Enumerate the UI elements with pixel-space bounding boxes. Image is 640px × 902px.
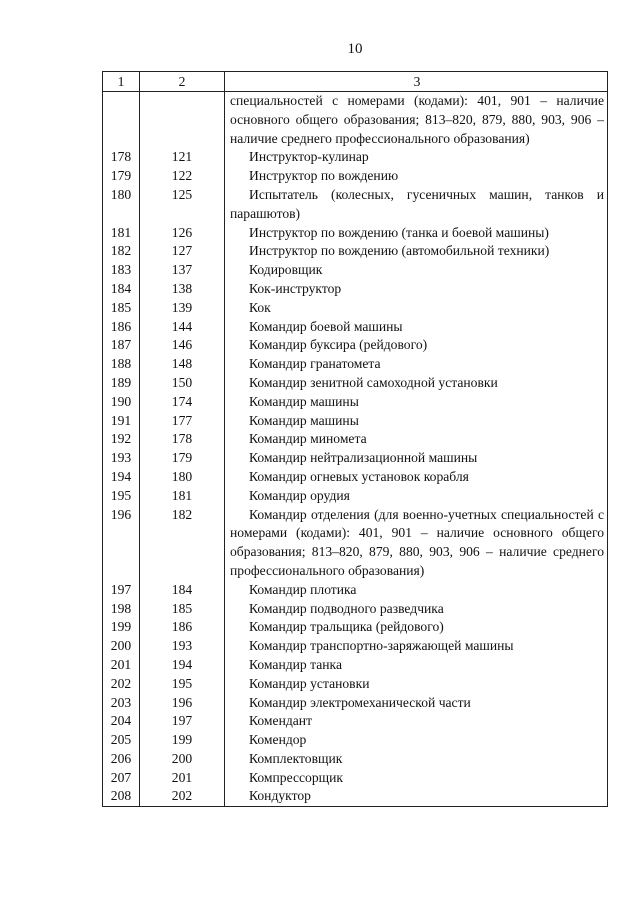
row-number: 181 [103,224,140,243]
table-row [103,694,608,713]
row-number: 190 [103,393,140,412]
row-cell-title [225,92,608,149]
row-cell-title [225,750,608,769]
row-code: 186 [140,618,225,637]
row-number: 179 [103,167,140,186]
row-number: 189 [103,374,140,393]
row-title: Командир машины [249,393,359,409]
row-title: Командир машины [249,412,359,428]
row-title: Командир электромеханической части [249,694,471,710]
row-number: 201 [103,656,140,675]
row-number: 180 [103,186,140,224]
row-number [103,92,140,149]
row-code: 177 [140,412,225,431]
row-number: 187 [103,336,140,355]
row-title: Комендант [249,713,313,729]
row-cell-title [225,468,608,487]
row-title: Испытатель (колесных, гусеничных машин, танков и парашютов) [230,186,604,221]
table-row [103,374,608,393]
row-cell-title [225,618,608,637]
table-row [103,412,608,431]
table-row [103,430,608,449]
row-number: 192 [103,430,140,449]
row-number: 182 [103,242,140,261]
row-title: Командир отделения (для военно-учетных специальностей с номерами (кодами): 401, 901 – наличие основного общего образования; 813–820, 879, 880, 903, 906 – наличие среднего профессионального образования) [230,506,604,578]
positions-table [102,71,608,807]
row-cell-title [225,430,608,449]
row-code: 184 [140,581,225,600]
row-title: Командир зенитной самоходной установки [249,374,498,390]
row-number: 191 [103,412,140,431]
row-cell-title [225,186,608,224]
row-title: Командир танка [249,656,342,672]
row-title: Командир боевой машины [249,318,403,334]
row-cell-title [225,261,608,280]
row-title: Комендор [249,732,307,748]
row-number: 188 [103,355,140,374]
table-row [103,167,608,186]
row-code: 195 [140,675,225,694]
table-row [103,318,608,337]
row-cell-title [225,581,608,600]
table-row [103,393,608,412]
row-title: Командир буксира (рейдового) [249,337,428,353]
row-title: Командир миномета [249,431,367,447]
row-cell-title [225,148,608,167]
row-number: 194 [103,468,140,487]
row-title: Командир плотика [249,581,357,597]
row-code: 178 [140,430,225,449]
row-number: 183 [103,261,140,280]
row-number: 207 [103,769,140,788]
row-code [140,92,225,149]
row-code: 174 [140,393,225,412]
row-code: 144 [140,318,225,337]
row-cell-title [225,299,608,318]
row-code: 185 [140,600,225,619]
row-cell-title [225,167,608,186]
row-cell-title [225,600,608,619]
row-number: 199 [103,618,140,637]
row-title: Командир гранатомета [249,356,381,372]
row-number: 208 [103,787,140,806]
row-number: 186 [103,318,140,337]
row-cell-title [225,694,608,713]
row-code: 200 [140,750,225,769]
table-row [103,581,608,600]
row-cell-title [225,731,608,750]
table-row [103,468,608,487]
table-row [103,449,608,468]
row-code: 139 [140,299,225,318]
table-row [103,186,608,224]
row-number: 206 [103,750,140,769]
row-code: 197 [140,712,225,731]
row-number: 197 [103,581,140,600]
row-number: 203 [103,694,140,713]
row-title: Командир тральщика (рейдового) [249,619,444,635]
row-code: 137 [140,261,225,280]
row-code: 150 [140,374,225,393]
table-row [103,487,608,506]
row-title: Командир орудия [249,487,350,503]
row-code: 179 [140,449,225,468]
header-col-3: 3 [225,72,608,92]
table-row [103,637,608,656]
row-code: 193 [140,637,225,656]
row-code: 127 [140,242,225,261]
row-cell-title [225,242,608,261]
row-number: 196 [103,506,140,581]
table-row [103,712,608,731]
row-cell-title [225,224,608,243]
table-row [103,618,608,637]
table-row [103,506,608,581]
row-cell-title [225,712,608,731]
row-cell-title [225,449,608,468]
row-title: Компрессорщик [249,769,343,785]
row-title: Инструктор-кулинар [249,149,369,165]
row-title: Командир установки [249,675,370,691]
table-row [103,242,608,261]
table-row [103,656,608,675]
row-code: 148 [140,355,225,374]
row-code: 202 [140,787,225,806]
row-title: специальностей с номерами (кодами): 401, 901 – наличие основного общего образования; 813–820, 879, 880, 903, 906 – наличие среднего профессионального образования) [230,93,604,146]
table-row [103,261,608,280]
table-row [103,224,608,243]
row-title: Командир подводного разведчика [249,600,444,616]
row-title: Командир транспортно-заряжающей машины [249,638,514,654]
row-code: 125 [140,186,225,224]
row-cell-title [225,769,608,788]
row-title: Командир огневых установок корабля [249,468,469,484]
row-title: Кок-инструктор [249,280,342,296]
table-row [103,750,608,769]
row-title: Инструктор по вождению (автомобильной техники) [249,243,550,259]
row-code: 199 [140,731,225,750]
row-cell-title [225,280,608,299]
row-title: Инструктор по вождению (танка и боевой машины) [249,224,549,240]
row-cell-title [225,487,608,506]
table-row [103,299,608,318]
row-cell-title [225,374,608,393]
table-row [103,280,608,299]
row-cell-title [225,506,608,581]
row-number: 184 [103,280,140,299]
row-cell-title [225,412,608,431]
header-col-2: 2 [140,72,225,92]
row-code: 194 [140,656,225,675]
row-number: 200 [103,637,140,656]
row-title: Инструктор по вождению [249,168,399,184]
table-row [103,355,608,374]
table-row [103,731,608,750]
row-code: 182 [140,506,225,581]
row-number: 178 [103,148,140,167]
row-number: 202 [103,675,140,694]
row-number: 204 [103,712,140,731]
table-row [103,769,608,788]
row-cell-title [225,675,608,694]
table-row [103,787,608,806]
row-code: 126 [140,224,225,243]
page-number: 10 [347,41,363,57]
table-row [103,675,608,694]
row-cell-title [225,656,608,675]
row-cell-title [225,393,608,412]
row-number: 193 [103,449,140,468]
row-code: 138 [140,280,225,299]
row-code: 122 [140,167,225,186]
table-row [103,92,608,149]
row-code: 121 [140,148,225,167]
row-title: Кодировщик [249,262,323,278]
row-number: 205 [103,731,140,750]
row-code: 181 [140,487,225,506]
row-code: 180 [140,468,225,487]
row-number: 185 [103,299,140,318]
row-title: Комплектовщик [249,750,343,766]
row-code: 201 [140,769,225,788]
row-number: 195 [103,487,140,506]
row-code: 196 [140,694,225,713]
row-cell-title [225,637,608,656]
row-code: 146 [140,336,225,355]
row-cell-title [225,318,608,337]
table-row [103,600,608,619]
header-col-1: 1 [103,72,140,92]
row-title: Кок [249,299,271,315]
table-body [103,72,608,807]
table-row [103,148,608,167]
row-title: Кондуктор [249,788,311,804]
row-number: 198 [103,600,140,619]
row-cell-title [225,787,608,806]
table-row [103,336,608,355]
row-title: Командир нейтрализационной машины [249,450,478,466]
table-header-row [103,72,608,92]
row-cell-title [225,355,608,374]
row-cell-title [225,336,608,355]
